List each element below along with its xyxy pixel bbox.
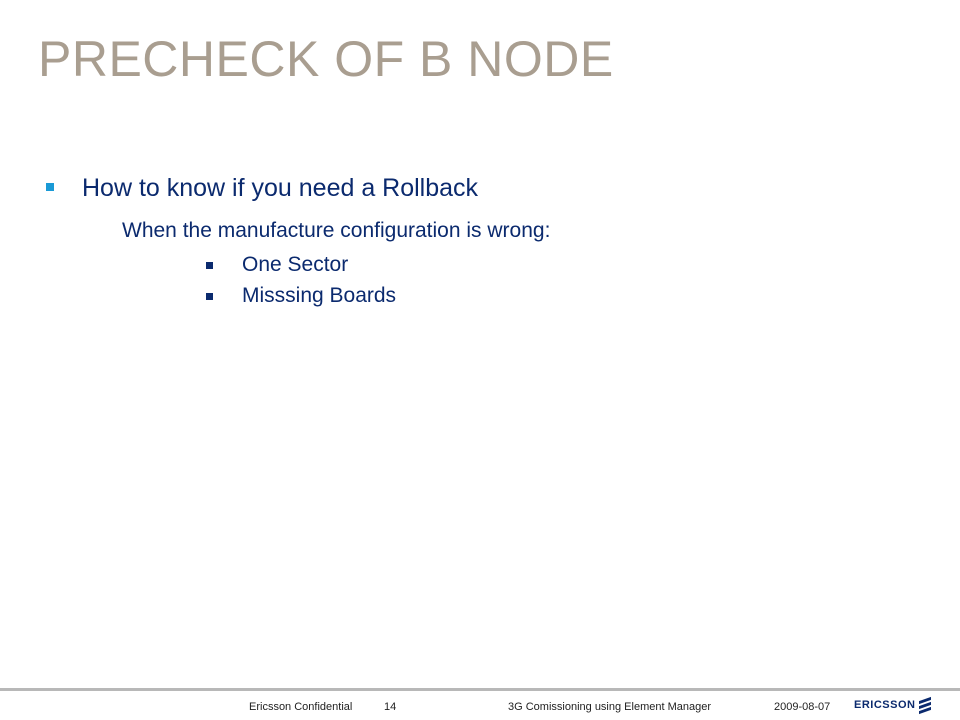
footer-page-number: 14 (384, 701, 397, 713)
ericsson-mark-icon (919, 697, 931, 713)
footer-date: 2009-08-07 (774, 701, 831, 713)
footer-divider (0, 688, 960, 691)
footer-confidential: Ericsson Confidential (249, 701, 353, 713)
level1-bullet-text: How to know if you need a Rollback (82, 174, 479, 202)
level2-text: When the manufacture configuration is wrong: (122, 219, 551, 242)
bullet-square-icon (46, 183, 54, 191)
bullet-square-icon (206, 293, 213, 300)
level3-item: Misssing Boards (242, 284, 397, 307)
level3-item: One Sector (242, 253, 349, 276)
page-title: PRECHECK OF B NODE (38, 31, 614, 87)
logo-wordmark: ERICSSON (854, 699, 916, 711)
ericsson-logo (854, 697, 931, 713)
bullet-square-icon (206, 262, 213, 269)
footer-document-title: 3G Comissioning using Element Manager (508, 701, 711, 713)
